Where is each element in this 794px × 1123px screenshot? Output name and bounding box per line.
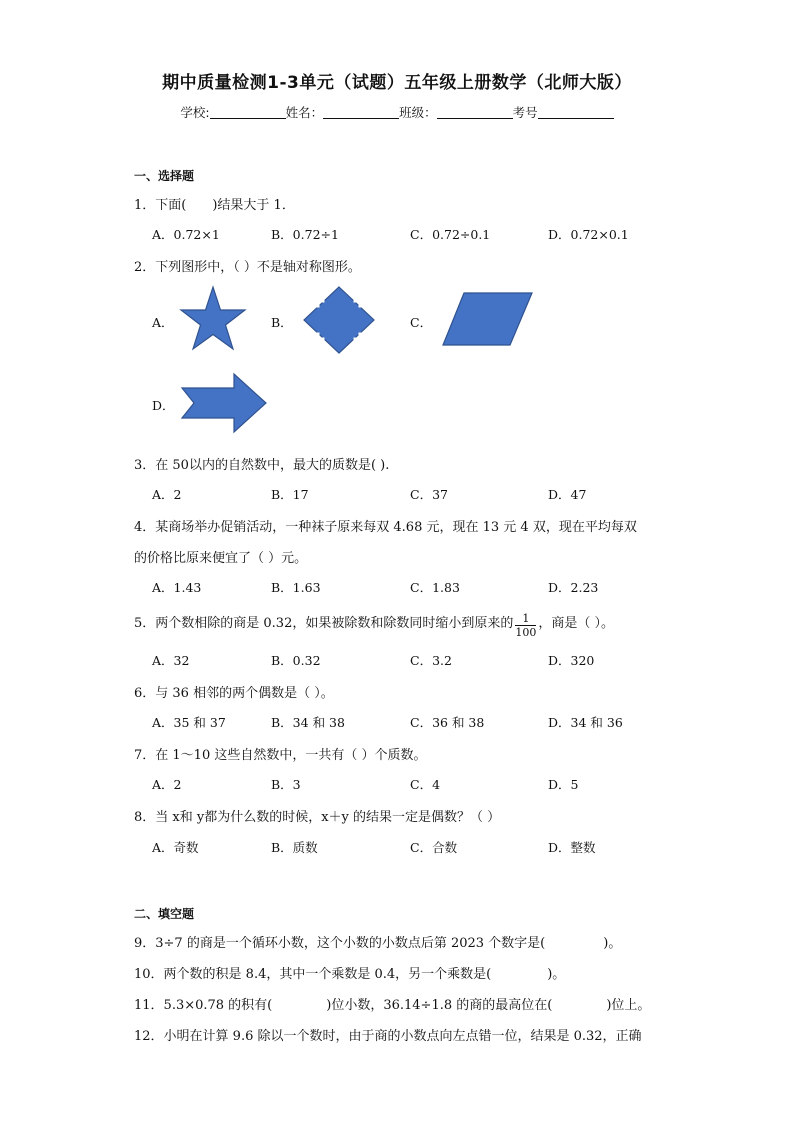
question-4-line-2: 的价格比原来便宜了（ ）元。 [134, 551, 308, 566]
name-blank[interactable] [323, 106, 399, 119]
page-title: 期中质量检测1-3单元（试题）五年级上册数学（北师大版） [162, 73, 632, 93]
q1-option-d[interactable]: D．0.72×0.1 [548, 227, 629, 242]
fraction-one-hundredth: $\frac{1}{100}$ [515, 612, 537, 639]
question-6: 6．与 36 相邻的两个偶数是（ ）。 [134, 686, 334, 701]
question-7: 7．在 1～10 这些自然数中，一共有（ ）个质数。 [134, 748, 427, 763]
question-10: 10．两个数的积是 8.4，其中一个乘数是 0.4，另一个乘数是( )。 [134, 967, 566, 982]
q4-option-a[interactable]: A．1.43 [152, 580, 202, 595]
name-label: 姓名： [285, 105, 324, 120]
q8-option-b[interactable]: B．质数 [271, 840, 318, 855]
section-heading-fill-in: 二、填空题 [134, 907, 195, 921]
class-blank[interactable] [437, 106, 513, 119]
q4-option-b[interactable]: B．1.63 [271, 580, 321, 595]
question-9: 9．3÷7 的商是一个循环小数，这个小数的小数点后第 2023 个数字是( )。 [134, 936, 622, 951]
q7-option-d[interactable]: D．5 [548, 777, 579, 792]
q7-option-a[interactable]: A．2 [152, 777, 182, 792]
q5-option-b[interactable]: B．0.32 [271, 653, 321, 668]
star-shape[interactable] [178, 285, 248, 355]
q1-option-b[interactable]: B．0.72÷1 [271, 227, 339, 242]
student-info-line [0, 103, 794, 121]
q6-option-d[interactable]: D．34 和 36 [548, 715, 623, 730]
school-blank[interactable] [210, 106, 286, 119]
question-11: 11．5.3×0.78 的积有( )位小数，36.14÷1.8 的商的最高位在( )位上。 [134, 998, 651, 1013]
q2-option-b-label[interactable]: B． [271, 315, 293, 330]
question-2: 2．下列图形中，（ ）不是轴对称图形。 [134, 260, 361, 275]
question-5: 5．两个数相除的商是 0.32，如果被除数和除数同时缩小到原来的 $\frac{1}{100}$ ，商是（ ）。 [134, 612, 614, 639]
question-1: 1．下面( )结果大于 1． [134, 198, 295, 213]
q2-option-c-label[interactable]: C． [410, 315, 433, 330]
q8-option-d[interactable]: D．整数 [548, 840, 596, 855]
four-arrow-diamond-shape[interactable] [302, 285, 376, 355]
q5-option-d[interactable]: D．320 [548, 653, 595, 668]
school-label: 学校: [180, 105, 210, 120]
q2-option-d-label[interactable]: D． [152, 398, 175, 413]
notched-arrow-shape[interactable] [180, 372, 268, 434]
q3-option-b[interactable]: B．17 [271, 487, 309, 502]
question-3: 3．在 50以内的自然数中，最大的质数是( ). [134, 458, 390, 473]
q6-option-c[interactable]: C．36 和 38 [410, 715, 485, 730]
exam-no-blank[interactable] [538, 106, 614, 119]
exam-no-label: 考号 [512, 105, 538, 120]
q7-option-c[interactable]: C．4 [410, 777, 441, 792]
question-8: 8．当 x和 y都为什么数的时候，x＋y 的结果一定是偶数？（ ） [134, 810, 501, 825]
q6-option-a[interactable]: A．35 和 37 [152, 715, 226, 730]
q3-option-c[interactable]: C．37 [410, 487, 448, 502]
parallelogram-shape[interactable] [442, 292, 534, 346]
question-12: 12．小明在计算 9.6 除以一个数时，由于商的小数点向左点错一位，结果是 0.32，正确 [134, 1029, 642, 1044]
q5-option-a[interactable]: A．32 [152, 653, 190, 668]
q1-option-c[interactable]: C．0.72÷0.1 [410, 227, 491, 242]
class-label: 班级： [399, 105, 437, 120]
q2-option-a-label[interactable]: A． [152, 315, 174, 330]
section-heading-choice: 一、选择题 [134, 169, 195, 183]
q6-option-b[interactable]: B．34 和 38 [271, 715, 345, 730]
q7-option-b[interactable]: B．3 [271, 777, 301, 792]
q4-option-c[interactable]: C．1.83 [410, 580, 460, 595]
q1-option-a[interactable]: A．0.72×1 [152, 227, 220, 242]
q8-option-a[interactable]: A．奇数 [152, 840, 199, 855]
question-4-line-1: 4．某商场举办促销活动，一种袜子原来每双 4.68 元，现在 13 元 4 双，现在平均每双 [134, 520, 637, 535]
q3-option-a[interactable]: A．2 [152, 487, 182, 502]
q8-option-c[interactable]: C．合数 [410, 840, 458, 855]
q5-option-c[interactable]: C．3.2 [410, 653, 452, 668]
q4-option-d[interactable]: D．2.23 [548, 580, 599, 595]
q3-option-d[interactable]: D．47 [548, 487, 587, 502]
